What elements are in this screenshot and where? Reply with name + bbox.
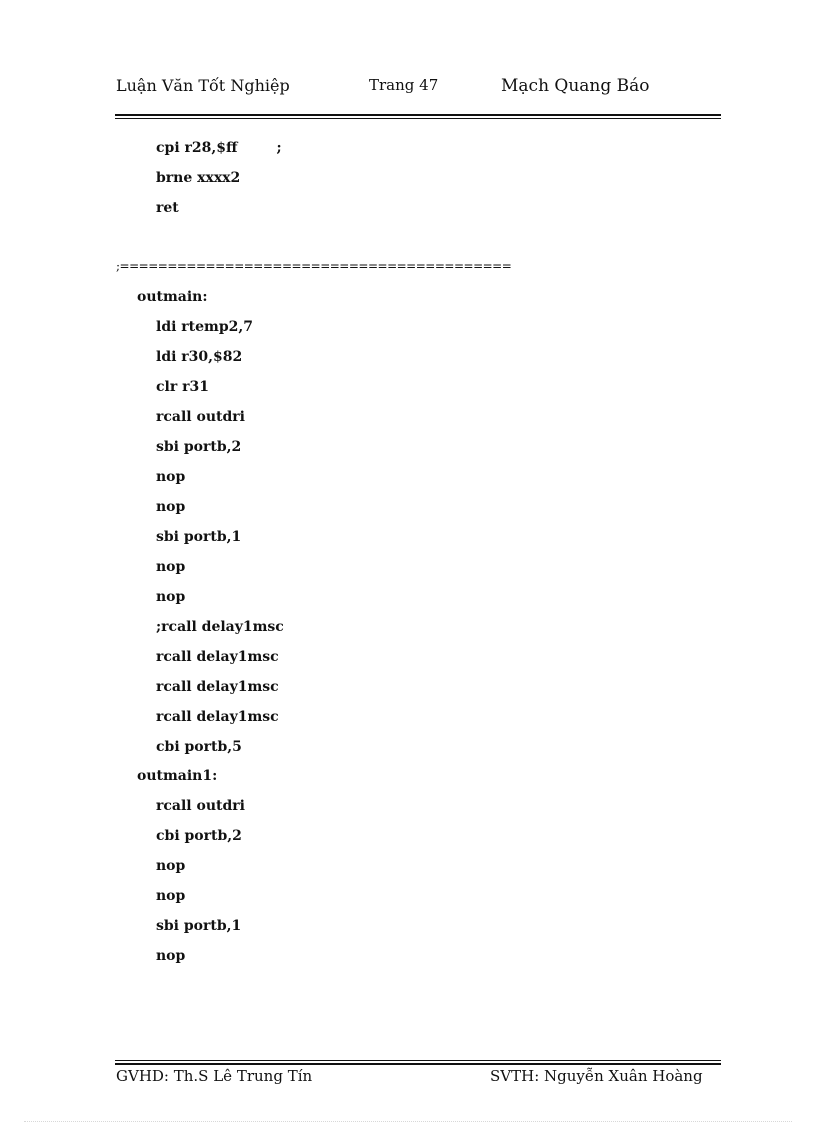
- footer-student: SVTH: Nguyễn Xuân Hoàng: [490, 1067, 703, 1085]
- code-line: ldi rtemp2,7: [156, 319, 254, 335]
- code-line: cbi portb,2: [156, 828, 242, 844]
- code-line: nop: [156, 888, 186, 904]
- header-project-title: Mạch Quang Báo: [501, 76, 650, 96]
- code-line: ;rcall delay1msc: [156, 619, 284, 635]
- code-line: ret: [156, 200, 179, 216]
- header-thesis-title: Luận Văn Tốt Nghiệp: [116, 76, 290, 95]
- code-line: clr r31: [156, 379, 209, 395]
- code-line: nop: [156, 499, 186, 515]
- footer-rule-thick: [115, 1063, 721, 1065]
- code-separator: ;=========================================: [116, 259, 512, 273]
- code-label: outmain1:: [137, 768, 218, 784]
- code-label: outmain:: [137, 289, 208, 305]
- code-line: rcall outdri: [156, 409, 245, 425]
- code-line: cbi portb,5: [156, 739, 242, 755]
- code-line: cpi r28,$ff ;: [156, 140, 282, 156]
- footer-rule-thin: [115, 1060, 721, 1061]
- code-line: nop: [156, 589, 186, 605]
- code-line: rcall outdri: [156, 798, 245, 814]
- header-page-number: Trang 47: [369, 76, 439, 94]
- footer-advisor: GVHD: Th.S Lê Trung Tín: [116, 1067, 313, 1085]
- code-line: rcall delay1msc: [156, 649, 279, 665]
- code-line: rcall delay1msc: [156, 709, 279, 725]
- code-line: sbi portb,2: [156, 439, 242, 455]
- code-line: sbi portb,1: [156, 529, 242, 545]
- page-footer: [116, 1067, 720, 1089]
- code-line: nop: [156, 469, 186, 485]
- code-line: nop: [156, 948, 186, 964]
- code-line: brne xxxx2: [156, 170, 241, 186]
- code-line: ldi r30,$82: [156, 349, 243, 365]
- code-line: rcall delay1msc: [156, 679, 279, 695]
- code-line: nop: [156, 559, 186, 575]
- page-edge-divider: [24, 1121, 792, 1122]
- code-line: nop: [156, 858, 186, 874]
- code-line: sbi portb,1: [156, 918, 242, 934]
